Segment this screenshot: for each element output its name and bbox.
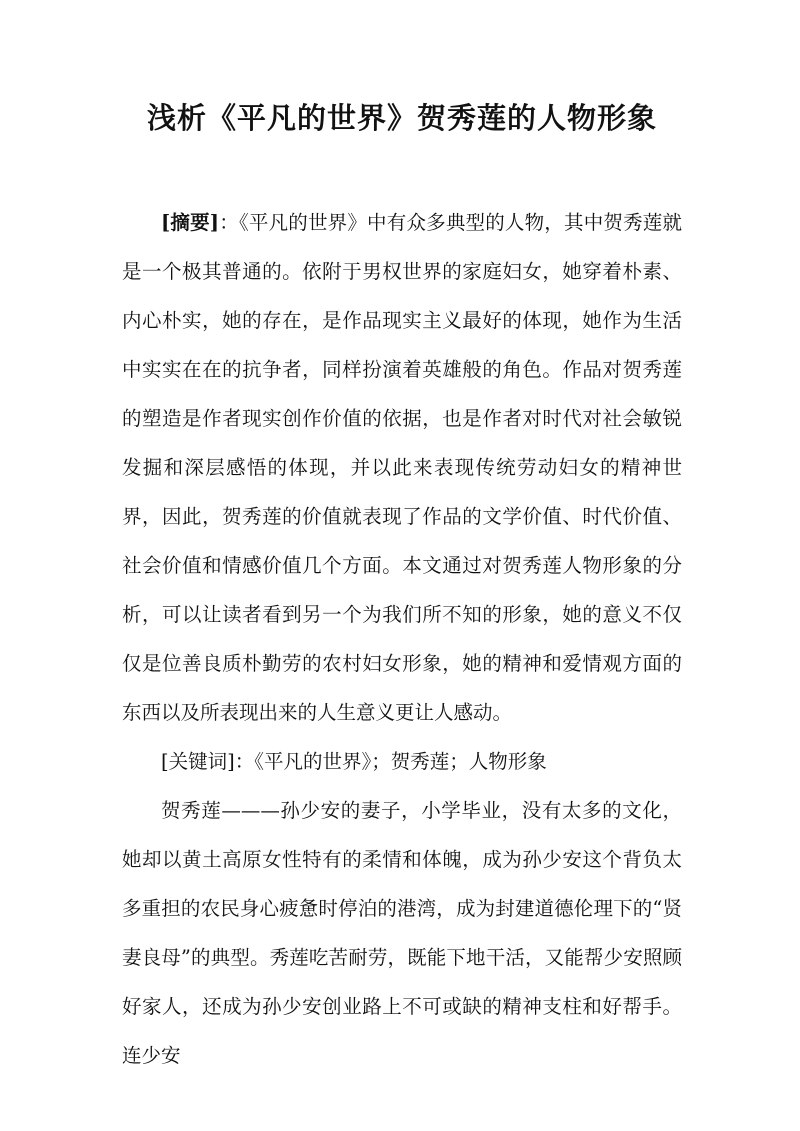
document-body <box>122 198 682 1080</box>
document-title: 浅析《平凡的世界》贺秀莲的人物形象 <box>146 101 657 135</box>
keywords-text: 《平凡的世界》；贺秀莲；人物形象 <box>254 750 547 773</box>
abstract-paragraph <box>122 198 682 737</box>
abstract-label: [摘要] <box>161 211 220 234</box>
keywords-paragraph <box>122 737 682 786</box>
abstract-separator: ： <box>219 211 239 234</box>
abstract-text: 《平凡的世界》中有众多典型的人物，其中贺秀莲就是一个极其普通的。依附于男权世界的家庭妇女，她穿着朴素、内心朴实，她的存在，是作品现实主义最好的体现，她作为生活中实实在在的抗争者，同样扮演着英雄般的角色。作品对贺秀莲的塑造是作者现实创作价值的依据，也是作者对时代对社会敏锐发掘和深层感悟的体现，并以此来表现传统劳动妇女的精神世界，因此，贺秀莲的价值就表现了作品的文学价值、时代价值、社会价值和情感价值几个方面。本文通过对贺秀莲人物形象的分析，可以让读者看到另一个为我们所不知的形象，她的意义不仅仅是位善良质朴勤劳的农村妇女形象，她的精神和爱情观方面的东西以及所表现出来的人生意义更让人感动。 <box>122 211 682 724</box>
keywords-label: [关键词] <box>161 750 235 773</box>
keywords-separator: ： <box>234 750 255 773</box>
body-paragraph: 贺秀莲———孙少安的妻子，小学毕业，没有太多的文化，她却以黄土高原女性特有的柔情和体魄，成为孙少安这个背负太多重担的农民身心疲惫时停泊的港湾，成为封建道德伦理下的“贤妻良母”的典型。秀莲吃苦耐劳，既能下地干活，又能帮少安照顾好家人，还成为孙少安创业路上不可或缺的精神支柱和好帮手。连少安 <box>122 799 682 1067</box>
